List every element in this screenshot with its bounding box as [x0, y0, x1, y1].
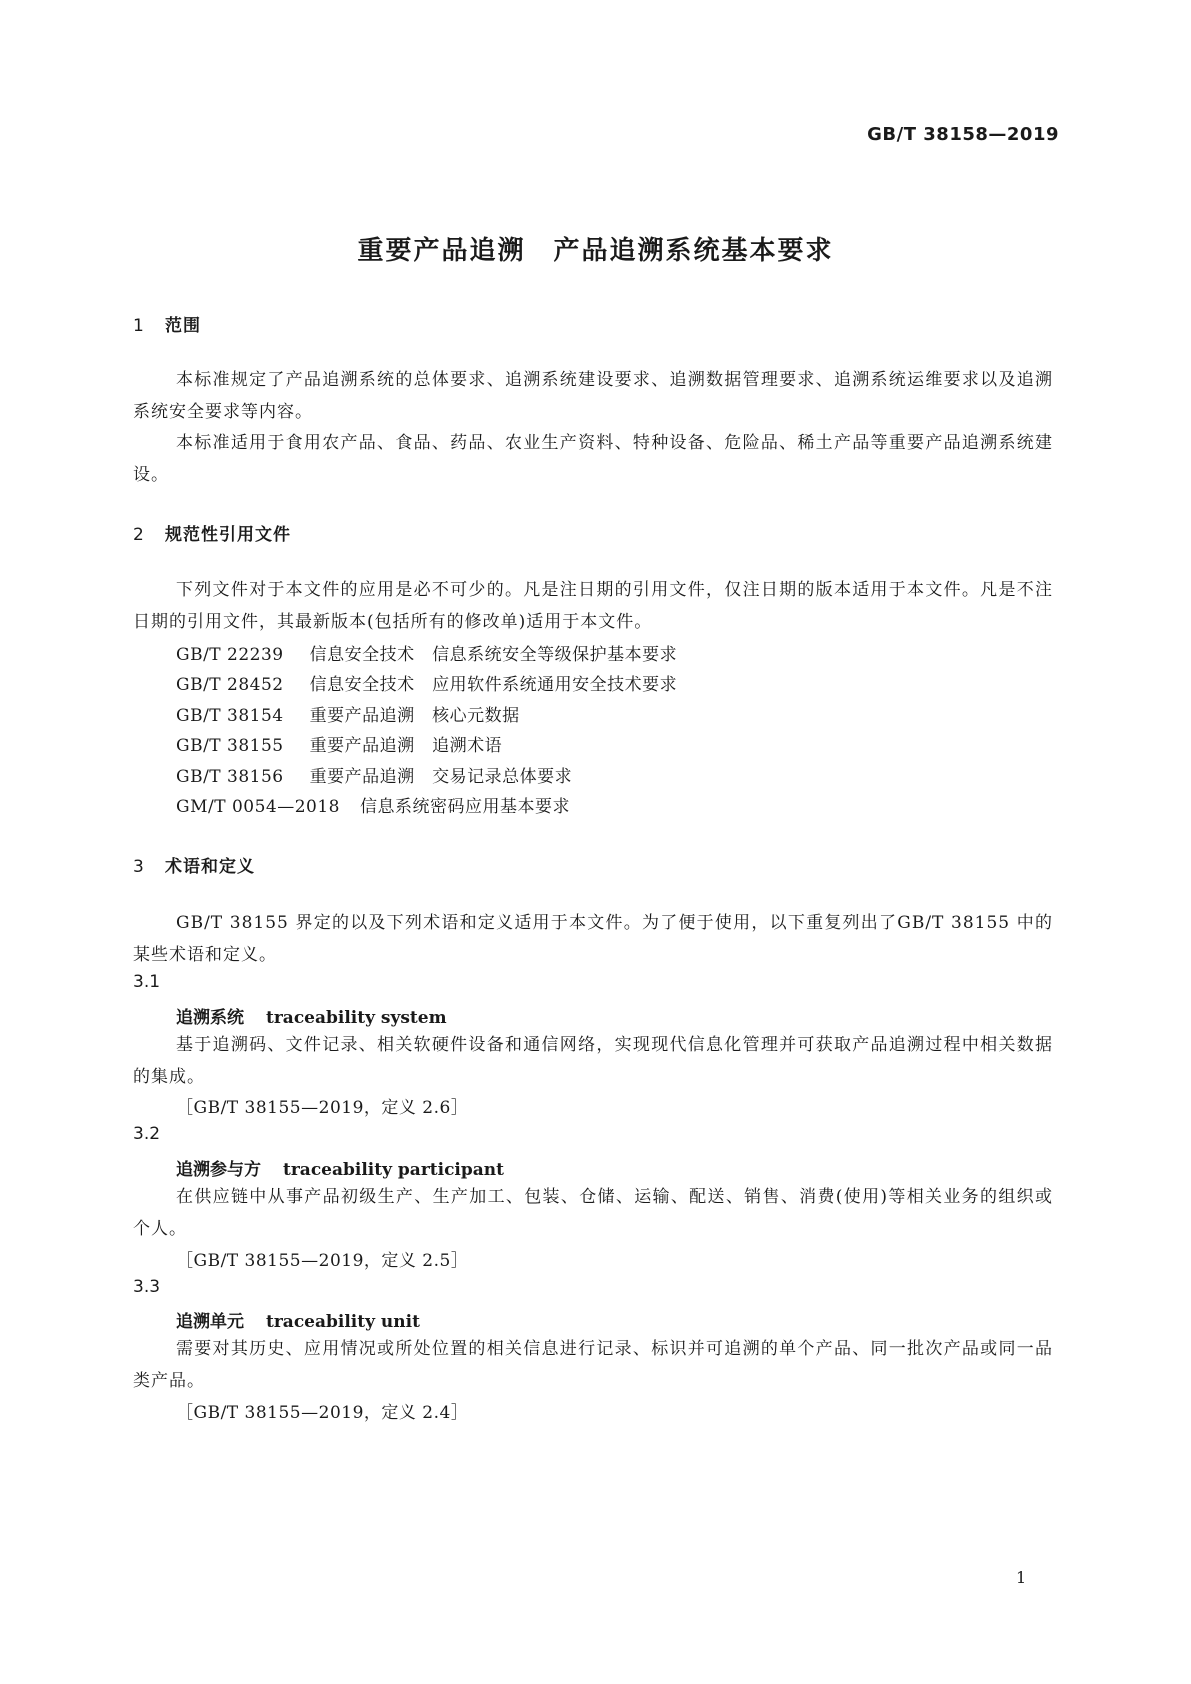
term-chinese: 追溯单元 [176, 1312, 244, 1332]
reference-item [176, 670, 677, 695]
clause-number: 3.1 [133, 972, 161, 992]
term-english: traceability participant [283, 1160, 505, 1180]
standard-code: GB/T 38158—2019 [867, 124, 1059, 145]
reference-item [176, 640, 677, 665]
reference-title: 信息安全技术 应用软件系统通用安全技术要求 [309, 675, 678, 695]
section-title: 范围 [165, 316, 201, 336]
term-chinese: 追溯参与方 [176, 1160, 261, 1180]
term-english: traceability system [266, 1008, 447, 1028]
section-heading-normative-references [133, 520, 291, 545]
section-heading-scope [133, 311, 201, 336]
reference-title: 重要产品追溯 追溯术语 [309, 736, 503, 756]
term-source: ［GB/T 38155—2019，定义 2.5］ [176, 1251, 469, 1271]
term-source: ［GB/T 38155—2019，定义 2.6］ [176, 1098, 469, 1118]
reference-item [176, 731, 502, 756]
section-number: 2 [133, 525, 145, 545]
page-number: 1 [1016, 1568, 1027, 1587]
term-chinese: 追溯系统 [176, 1008, 244, 1028]
reference-title: 重要产品追溯 交易记录总体要求 [309, 767, 573, 787]
section-number: 3 [133, 857, 145, 877]
scope-paragraph-2: 本标准适用于食用农产品、食品、药品、农业生产资料、特种设备、危险品、稀土产品等重要产品追溯系统建设。 [133, 433, 1053, 485]
term-english: traceability unit [266, 1312, 420, 1332]
reference-code: GM/T 0054—2018 [176, 797, 340, 817]
reference-title: 信息安全技术 信息系统安全等级保护基本要求 [309, 645, 678, 665]
clause-number: 3.3 [133, 1277, 161, 1297]
reference-item [176, 762, 572, 787]
reference-code: GB/T 22239 [176, 645, 284, 665]
term-heading [176, 1155, 504, 1180]
section-heading-terms [133, 852, 255, 877]
term-source: ［GB/T 38155—2019，定义 2.4］ [176, 1403, 469, 1423]
reference-code: GB/T 38156 [176, 767, 284, 787]
references-intro: 下列文件对于本文件的应用是必不可少的。凡是注日期的引用文件，仅注日期的版本适用于本文件。凡是不注日期的引用文件，其最新版本(包括所有的修改单)适用于本文件。 [133, 580, 1053, 632]
term-heading [176, 1307, 420, 1332]
section-number: 1 [133, 316, 145, 336]
term-heading [176, 1003, 447, 1028]
term-definition: 基于追溯码、文件记录、相关软硬件设备和通信网络，实现现代信息化管理并可获取产品追溯过程中相关数据的集成。 [133, 1035, 1053, 1087]
reference-code: GB/T 38154 [176, 706, 284, 726]
reference-title: 信息系统密码应用基本要求 [359, 797, 570, 817]
scope-paragraph-1: 本标准规定了产品追溯系统的总体要求、追溯系统建设要求、追溯数据管理要求、追溯系统运维要求以及追溯系统安全要求等内容。 [133, 370, 1053, 422]
reference-title: 重要产品追溯 核心元数据 [309, 706, 520, 726]
reference-item [176, 792, 570, 817]
reference-item [176, 701, 520, 726]
reference-code: GB/T 38155 [176, 736, 284, 756]
reference-code: GB/T 28452 [176, 675, 284, 695]
section-title: 规范性引用文件 [165, 525, 291, 545]
clause-number: 3.2 [133, 1124, 161, 1144]
section-title: 术语和定义 [165, 857, 255, 877]
term-definition: 在供应链中从事产品初级生产、生产加工、包装、仓储、运输、配送、销售、消费(使用)等相关业务的组织或个人。 [133, 1187, 1053, 1239]
term-definition: 需要对其历史、应用情况或所处位置的相关信息进行记录、标识并可追溯的单个产品、同一批次产品或同一品类产品。 [133, 1339, 1053, 1391]
document-title: 重要产品追溯 产品追溯系统基本要求 [357, 236, 834, 266]
terms-intro: GB/T 38155 界定的以及下列术语和定义适用于本文件。为了便于使用，以下重复列出了GB/T 38155 中的某些术语和定义。 [133, 913, 1053, 965]
